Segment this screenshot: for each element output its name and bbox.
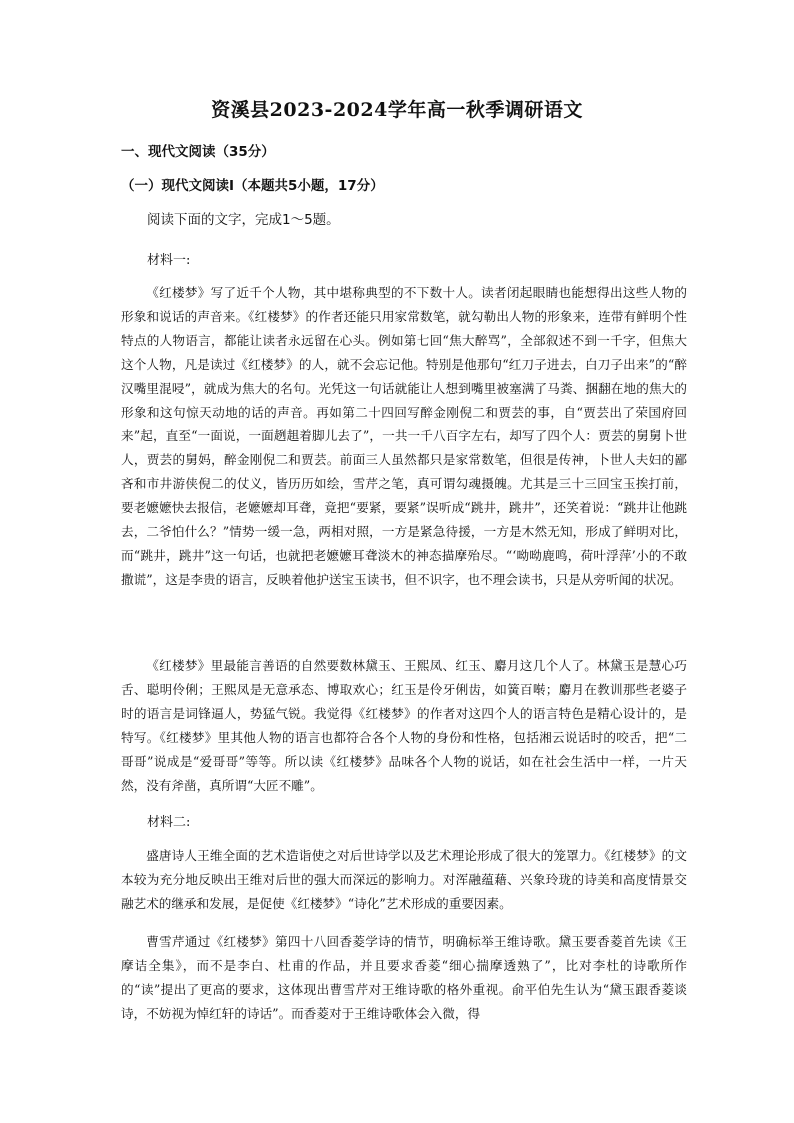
material-1-paragraph: 《红楼梦》里最能言善语的自然要数林黛玉、王熙凤、红玉、麝月这几个人了。林黛玉是慧心巧舌、聪明伶俐；王熙凤是无意承态、博取欢心；红玉是伶牙俐齿，如簧百啭；麝月在教训那些老婆子时的语言是词锋逼人，势猛气锐。我觉得《红楼梦》的作者对这四个人的语言特色是精心设计的，是特写。《红楼梦》里其他人物的语言也都符合各个人物的身份和性格，包括湘云说话时的咬舌，把“二哥哥”说成是“爱哥哥”等等。所以读《红楼梦》品味各个人物的说话，如在社会生活中一样，一片天然，没有斧凿，真所谓“大匠不雕”。	[121, 658, 687, 793]
document-title: 资溪县2023-2024学年高一秋季调研语文	[211, 99, 583, 121]
material-2-label: 材料二:	[147, 815, 191, 830]
material-1-label: 材料一:	[147, 253, 191, 268]
section-heading: 一、现代文阅读（35分）	[121, 144, 275, 160]
sub-section-heading: （一）现代文阅读Ⅰ（本题共5小题，17分）	[121, 178, 384, 194]
material-2-paragraph: 盛唐诗人王维全面的艺术造诣使之对后世诗学以及艺术理论形成了很大的笼罩力。《红楼梦》的文本较为充分地反映出王维对后世的强大而深远的影响力。对浑融蕴藉、兴象玲珑的诗美和高度情景交融艺术的继承和发展，是促使《红楼梦》“诗化”艺术形成的重要因素。	[121, 848, 687, 911]
material-1-paragraph: 《红楼梦》写了近千个人物，其中堪称典型的不下数十人。读者闭起眼睛也能想得出这些人物的形象和说话的声音来。《红楼梦》的作者还能只用家常数笔，就勾勒出人物的形象来，连带有鲜明个性特点的人物语言，都能让读者永远留在心头。例如第七回“焦大醉骂”，全部叙述不到一千字，但焦大这个人物，凡是读过《红楼梦》的人，就不会忘记他。特别是他那句“红刀子进去，白刀子出来”的“醉汉嘴里混唚”，就成为焦大的名句。光凭这一句话就能让人想到嘴里被塞满了马粪、捆翻在地的焦大的形象和这句惊天动地的话的声音。再如第二十四回写醉金刚倪二和贾芸的事，自“贾芸出了荣国府回来”起，直至“一面说，一面趔趄着脚儿去了”，一共一千八百字左右，却写了四个人：贾芸的舅舅卜世人，贾芸的舅妈，醉金刚倪二和贾芸。前面三人虽然都只是家常数笔，但很是传神，卜世人夫妇的鄙吝和市井游侠倪二的仗义，皆历历如绘，雪芹之笔，真可谓勾魂摄魄。尤其是三十三回宝玉挨打前，要老嬷嬷快去报信，老嬷嬷却耳聋，竟把“要紧，要紧”误听成“跳井，跳井”，还笑着说：“跳井让他跳去，二爷怕什么？”情势一缓一急，两相对照，一方是紧急待援，一方是木然无知，形成了鲜明对比，而“跳井，跳井”这一句话，也就把老嬷嬷耳聋淡木的神态描摩殆尽。“‘呦呦鹿鸣，荷叶浮萍’小的不敢撒谎”，这是李贵的语言，反映着他护送宝玉读书，但不识字，也不理会读书，只是从旁听闻的状况。	[121, 285, 687, 587]
material-2-paragraph: 曹雪芹通过《红楼梦》第四十八回香菱学诗的情节，明确标举王维诗歌。黛玉要香菱首先读《王摩诘全集》，而不是李白、杜甫的作品，并且要求香菱“细心揣摩透熟了”，比对李杜的诗歌所作的“读”提出了更高的要求，这体现出曹雪芹对王维诗歌的格外重视。俞平伯先生认为“黛玉跟香菱谈诗，不妨视为悼红轩的诗话”。而香菱对于王维诗歌体会入微，得	[121, 934, 687, 1021]
reading-instruction: 阅读下面的文字，完成1～5题。	[147, 212, 340, 228]
